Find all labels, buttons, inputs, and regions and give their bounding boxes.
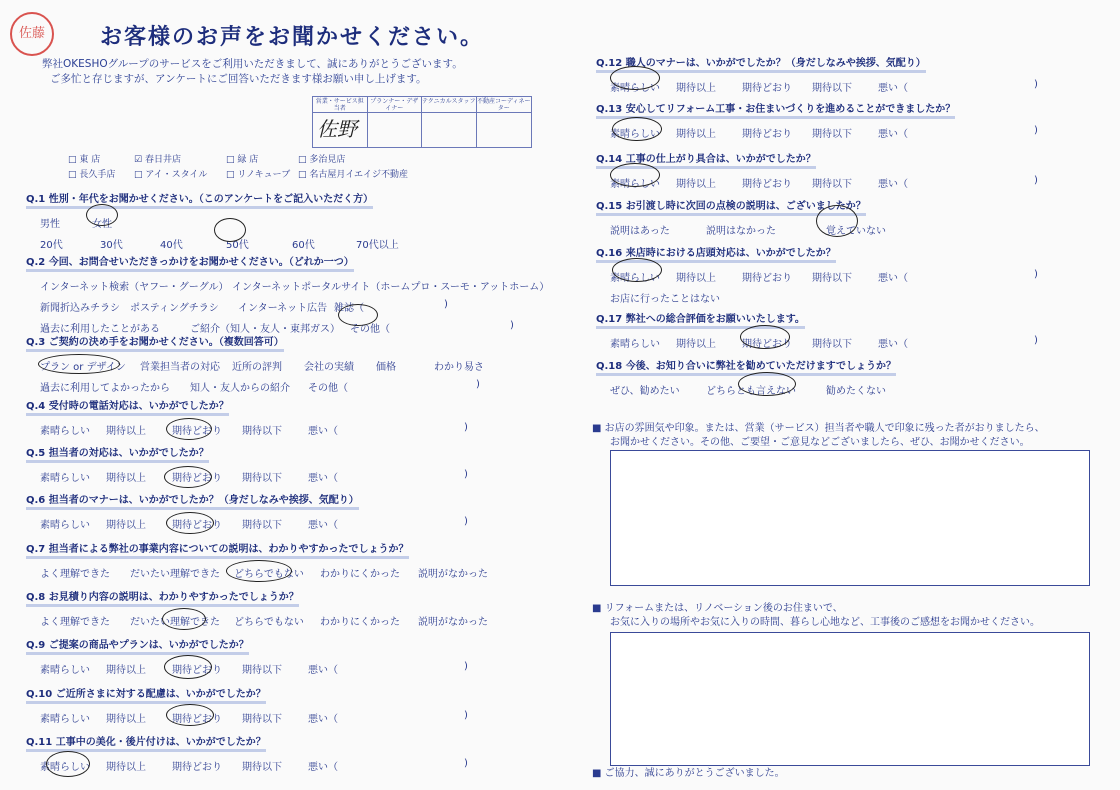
answer-option[interactable]: ポスティングチラシ <box>130 303 219 314</box>
answer-option[interactable]: わかりにくかった <box>320 569 400 580</box>
answer-option[interactable]: 期待以上 <box>106 426 146 437</box>
option-close-paren: ) <box>464 710 468 721</box>
answer-option[interactable]: 素晴らしい <box>610 129 660 140</box>
question-block <box>26 588 498 628</box>
question-title: Q.12 職人のマナーは、いかがでしたか？（身だしなみや挨拶、気配り） <box>596 54 926 73</box>
answer-option[interactable]: 過去に利用したことがある <box>40 324 160 335</box>
question-title: Q.14 工事の仕上がり具合は、いかがでしたか？ <box>596 150 816 169</box>
answer-option[interactable]: 悪い（ <box>878 179 908 190</box>
answer-option[interactable]: プラン or デザイン <box>40 362 126 373</box>
handwritten-circle-mark <box>740 325 790 349</box>
answer-option[interactable]: 期待以上 <box>676 129 716 140</box>
handwritten-circle-mark <box>38 354 120 374</box>
page-title: お客様のお声をお聞かせください。 <box>100 25 485 50</box>
answer-option[interactable]: 期待どおり <box>172 426 222 437</box>
option-row <box>596 175 1044 190</box>
option-row <box>596 290 1044 305</box>
question-title: Q.5 担当者の対応は、いかがでしたか？ <box>26 444 209 463</box>
handwritten-circle-mark <box>164 466 212 488</box>
answer-option[interactable]: 期待以下 <box>242 520 282 531</box>
comment-question-1 <box>592 422 1045 450</box>
comment-q2-line2: お気に入りの場所やお気に入りの時間、暮らし心地など、工事後のご感想をお聞かせください。 <box>610 617 1040 628</box>
option-close-paren: ) <box>1034 269 1038 280</box>
answer-option[interactable]: 新聞折込みチラシ <box>40 303 120 314</box>
answer-option[interactable]: 悪い（ <box>308 762 338 773</box>
comment-box-1[interactable] <box>610 450 1090 586</box>
answer-option[interactable]: 期待どおり <box>172 665 222 676</box>
answer-option[interactable]: ぜひ、勧めたい <box>610 386 680 397</box>
seal-stamp <box>10 12 54 56</box>
answer-option[interactable]: 会社の実績 <box>304 362 354 373</box>
answer-option[interactable]: 期待以下 <box>242 665 282 676</box>
handwritten-circle-mark <box>816 205 858 237</box>
answer-option[interactable]: 期待どおり <box>172 714 222 725</box>
staff-table <box>312 96 532 148</box>
answer-option[interactable]: 期待どおり <box>742 129 792 140</box>
option-row <box>26 299 549 314</box>
question-block <box>26 733 474 773</box>
option-row <box>26 469 474 484</box>
handwritten-circle-mark <box>612 117 662 141</box>
question-title: Q.3 ご契約の決め手をお聞かせください。（複数回答可） <box>26 333 284 352</box>
option-close-paren: ) <box>444 299 448 310</box>
answer-option[interactable]: お店に行ったことはない <box>610 294 720 305</box>
answer-option[interactable]: 期待どおり <box>742 83 792 94</box>
option-row <box>596 335 1044 350</box>
store-checkbox[interactable]: □ アイ・スタイル <box>134 167 226 180</box>
store-checkbox[interactable]: □ 緑 店 <box>226 152 298 165</box>
option-row <box>596 269 1044 284</box>
option-row <box>26 422 474 437</box>
comment-box-2[interactable] <box>610 632 1090 766</box>
handwritten-circle-mark <box>166 512 214 534</box>
answer-option[interactable]: 説明はあった <box>610 226 670 237</box>
option-row <box>596 125 1044 140</box>
handwritten-circle-mark <box>610 163 660 187</box>
answer-option[interactable]: だいたい理解できた <box>130 617 220 628</box>
store-checkbox[interactable]: □ リノキューブ <box>226 167 298 180</box>
answer-option[interactable]: 期待以上 <box>106 714 146 725</box>
handwritten-circle-mark <box>162 608 206 630</box>
staff-header-sales: 営業・サービス担当者 <box>313 97 368 113</box>
answer-option[interactable]: 期待以上 <box>676 83 716 94</box>
answer-option[interactable]: わかり易さ <box>434 362 484 373</box>
answer-option[interactable]: 期待以下 <box>812 339 852 350</box>
answer-option[interactable]: 30代 <box>100 240 123 251</box>
answer-option[interactable]: 説明がなかった <box>418 569 488 580</box>
answer-option[interactable]: 60代 <box>292 240 315 251</box>
answer-option[interactable]: 期待どおり <box>742 179 792 190</box>
answer-option[interactable]: 素晴らしい <box>610 83 660 94</box>
question-block <box>26 636 474 676</box>
handwritten-circle-mark <box>164 655 212 679</box>
store-checkbox[interactable]: □ 長久手店 <box>68 167 134 180</box>
option-close-paren: ) <box>1034 79 1038 90</box>
staff-cell[interactable] <box>422 113 477 147</box>
staff-header-technical: テクニカルスタッフ <box>422 97 477 113</box>
answer-option[interactable]: 期待どおり <box>172 762 222 773</box>
answer-option[interactable]: 期待どおり <box>172 520 222 531</box>
answer-option[interactable]: 悪い（ <box>878 83 908 94</box>
answer-option[interactable]: 期待以上 <box>106 473 146 484</box>
question-title: Q.4 受付時の電話対応は、いかがでしたか？ <box>26 397 229 416</box>
option-close-paren: ) <box>464 661 468 672</box>
answer-option[interactable]: 期待以上 <box>106 665 146 676</box>
question-block <box>596 310 1044 350</box>
answer-option[interactable]: わかりにくかった <box>320 617 400 628</box>
answer-option[interactable]: 過去に利用してよかったから <box>40 383 170 394</box>
option-close-paren: ) <box>1034 335 1038 346</box>
question-title: Q.6 担当者のマナーは、いかがでしたか？（身だしなみや挨拶、気配り） <box>26 491 359 510</box>
answer-option[interactable]: 素晴らしい <box>40 762 90 773</box>
answer-option[interactable]: 期待以上 <box>106 762 146 773</box>
intro-text <box>42 57 463 87</box>
answer-option[interactable]: 悪い（ <box>308 520 338 531</box>
store-checkbox-checked[interactable]: ☑ 春日井店 <box>134 152 226 165</box>
answer-option[interactable]: 説明はなかった <box>706 226 776 237</box>
intro-line-2: ご多忙と存じますが、アンケートにご回答いただきます様お願い申し上げます。 <box>50 73 427 85</box>
staff-header-planner: プランナー・デザイナー <box>368 97 423 113</box>
answer-option[interactable]: 素晴らしい <box>610 179 660 190</box>
answer-option[interactable]: 20代 <box>40 240 63 251</box>
answer-option[interactable]: 期待以下 <box>242 762 282 773</box>
answer-option[interactable]: 悪い（ <box>308 714 338 725</box>
option-row <box>596 222 916 237</box>
intro-line-1: 弊社OKESHOグループのサービスをご利用いただきまして、誠にありがとうございます。 <box>42 58 463 70</box>
answer-option[interactable]: どちらとも言えない <box>706 386 796 397</box>
answer-option[interactable]: 悪い（ <box>308 426 338 437</box>
question-title: Q.15 お引渡し時に次回の点検の説明は、ございましたか？ <box>596 197 866 216</box>
answer-option[interactable]: 期待以上 <box>676 273 716 284</box>
answer-option[interactable]: 価格 <box>376 362 396 373</box>
answer-option[interactable]: 近所の評判 <box>232 362 282 373</box>
question-block <box>596 197 916 237</box>
option-close-paren: ) <box>464 469 468 480</box>
option-close-paren: ) <box>464 516 468 527</box>
question-block <box>596 54 1044 94</box>
store-checkboxes <box>68 152 418 180</box>
question-title: Q.2 今回、お問合せいただきっかけをお聞かせください。（どれか一つ） <box>26 253 354 272</box>
question-title: Q.18 今後、お知り合いに弊社を勧めていただけますでしょうか？ <box>596 357 896 376</box>
answer-option[interactable]: よく理解できた <box>40 569 110 580</box>
answer-option[interactable]: だいたい理解できた <box>130 569 220 580</box>
answer-option[interactable]: 知人・友人からの紹介 <box>190 383 290 394</box>
option-row <box>26 661 474 676</box>
answer-option[interactable]: どちらでもない <box>234 569 304 580</box>
answer-option[interactable]: どちらでもない <box>234 617 304 628</box>
answer-option[interactable]: 期待以下 <box>812 83 852 94</box>
handwritten-circle-mark <box>612 258 662 282</box>
answer-option[interactable]: 素晴らしい <box>40 426 90 437</box>
answer-option[interactable]: 覚えていない <box>826 226 886 237</box>
answer-option[interactable]: 女性 <box>92 219 112 230</box>
question-title: Q.10 ご近所さまに対する配慮は、いかがでしたか？ <box>26 685 266 704</box>
answer-option[interactable]: 期待どおり <box>742 339 792 350</box>
option-row <box>596 79 1044 94</box>
question-block <box>596 244 1044 305</box>
staff-cell[interactable] <box>368 113 423 147</box>
question-title: Q.8 お見積り内容の説明は、わかりやすかったでしょうか？ <box>26 588 299 607</box>
thanks-text: ■ ご協力、誠にありがとうございました。 <box>592 768 785 779</box>
handwritten-circle-mark <box>226 560 292 582</box>
answer-option[interactable]: 悪い（ <box>878 273 908 284</box>
answer-option[interactable]: 期待以下 <box>812 273 852 284</box>
answer-option[interactable]: 期待以下 <box>242 426 282 437</box>
answer-option[interactable]: 素晴らしい <box>610 339 660 350</box>
question-title: Q.1 性別・年代をお聞かせください。（このアンケートをご記入いただく方） <box>26 190 373 209</box>
question-block <box>26 491 474 531</box>
question-title: Q.7 担当者による弊社の事業内容についての説明は、わかりやすかったでしょうか？ <box>26 540 409 559</box>
handwritten-circle-mark <box>610 66 660 90</box>
question-title: Q.13 安心してリフォーム工事・お住まいづくりを進めることができましたか？ <box>596 100 955 119</box>
answer-option[interactable]: 期待以下 <box>242 714 282 725</box>
answer-option[interactable]: ご紹介（知人・友人・東邦ガス） <box>190 324 340 335</box>
handwritten-circle-mark <box>46 751 90 777</box>
answer-option[interactable]: 40代 <box>160 240 183 251</box>
answer-option[interactable]: 悪い（ <box>308 473 338 484</box>
answer-option[interactable]: 70代以上 <box>356 240 399 251</box>
option-close-paren: ) <box>464 758 468 769</box>
handwritten-circle-mark <box>738 372 796 396</box>
staff-cell[interactable] <box>477 113 532 147</box>
question-block <box>596 100 1044 140</box>
comment-q1-line1: ■ お店の雰囲気や印象。または、営業（サービス）担当者や職人で印象に残った者がおりましたら、 <box>592 423 1045 434</box>
answer-option[interactable]: 悪い（ <box>308 665 338 676</box>
handwritten-circle-mark <box>214 218 246 242</box>
question-title: Q.11 工事中の美化・後片付けは、いかがでしたか？ <box>26 733 266 752</box>
answer-option[interactable]: インターネットポータルサイト（ホームプロ・スーモ・アットホーム） <box>232 282 550 293</box>
comment-q1-line2: お聞かせください。その他、ご要望・ご意見などございましたら、ぜひ、お聞かせください。 <box>610 437 1030 448</box>
answer-option[interactable]: 素晴らしい <box>40 473 90 484</box>
store-checkbox[interactable]: □ 多治見店 <box>298 152 418 165</box>
answer-option[interactable]: その他（ <box>308 383 348 394</box>
answer-option[interactable]: 期待以下 <box>812 179 852 190</box>
option-row <box>26 278 549 293</box>
store-checkbox[interactable]: □ 東 店 <box>68 152 134 165</box>
answer-option[interactable]: 素晴らしい <box>40 714 90 725</box>
answer-option[interactable]: よく理解できた <box>40 617 110 628</box>
question-block <box>26 397 474 437</box>
option-close-paren: ) <box>476 379 480 390</box>
question-title: Q.17 弊社への総合評価をお願いいたします。 <box>596 310 805 329</box>
answer-option[interactable]: 営業担当者の対応 <box>140 362 220 373</box>
store-checkbox[interactable]: □ 名古屋月イエイジ不動産 <box>298 167 418 180</box>
option-close-paren: ) <box>1034 125 1038 136</box>
answer-option[interactable]: 期待以上 <box>106 520 146 531</box>
question-block <box>26 444 474 484</box>
option-row <box>26 516 474 531</box>
answer-option[interactable]: 50代 <box>226 240 249 251</box>
answer-option[interactable]: 素晴らしい <box>40 520 90 531</box>
question-title: Q.16 来店時における店頭対応は、いかがでしたか？ <box>596 244 836 263</box>
answer-option[interactable]: 期待以下 <box>812 129 852 140</box>
question-block <box>596 150 1044 190</box>
question-title: Q.9 ご提案の商品やプランは、いかがでしたか？ <box>26 636 249 655</box>
answer-option[interactable]: 勧めたくない <box>826 386 886 397</box>
answer-option[interactable]: 期待以上 <box>676 179 716 190</box>
comment-question-2 <box>592 602 1040 630</box>
option-row <box>26 613 498 628</box>
option-row <box>26 758 474 773</box>
answer-option[interactable]: 説明がなかった <box>418 617 488 628</box>
option-close-paren: ) <box>510 320 514 331</box>
question-block <box>26 253 549 335</box>
answer-option[interactable]: 素晴らしい <box>610 273 660 284</box>
staff-header-realestate: 不動産コーディネーター <box>476 98 531 112</box>
option-close-paren: ) <box>464 422 468 433</box>
staff-handwritten-name[interactable]: 佐野 <box>313 113 368 147</box>
answer-option[interactable]: 素晴らしい <box>40 665 90 676</box>
handwritten-circle-mark <box>86 204 118 226</box>
answer-option[interactable]: インターネット検索（ヤフー・グーグル） <box>40 282 229 293</box>
answer-option[interactable]: 期待以上 <box>676 339 716 350</box>
handwritten-circle-mark <box>166 704 214 726</box>
comment-q2-line1: ■ リフォームまたは、リノベーション後のお住まいで、 <box>592 603 843 614</box>
answer-option[interactable]: インターネット広告 <box>238 303 328 314</box>
option-row <box>26 710 474 725</box>
answer-option[interactable]: 期待どおり <box>742 273 792 284</box>
answer-option[interactable]: 悪い（ <box>878 129 908 140</box>
option-close-paren: ) <box>1034 175 1038 186</box>
answer-option[interactable]: 悪い（ <box>878 339 908 350</box>
answer-option[interactable]: 期待以下 <box>242 473 282 484</box>
answer-option[interactable]: 期待どおり <box>172 473 222 484</box>
answer-option[interactable]: 男性 <box>40 219 60 230</box>
handwritten-circle-mark <box>338 304 378 326</box>
question-block <box>26 685 474 725</box>
handwritten-circle-mark <box>166 418 212 440</box>
answer-option[interactable]: 雑誌（ <box>334 303 364 314</box>
option-row <box>26 379 504 394</box>
answer-option[interactable]: その他（ <box>350 324 390 335</box>
seal-text: 佐藤 <box>18 26 45 41</box>
